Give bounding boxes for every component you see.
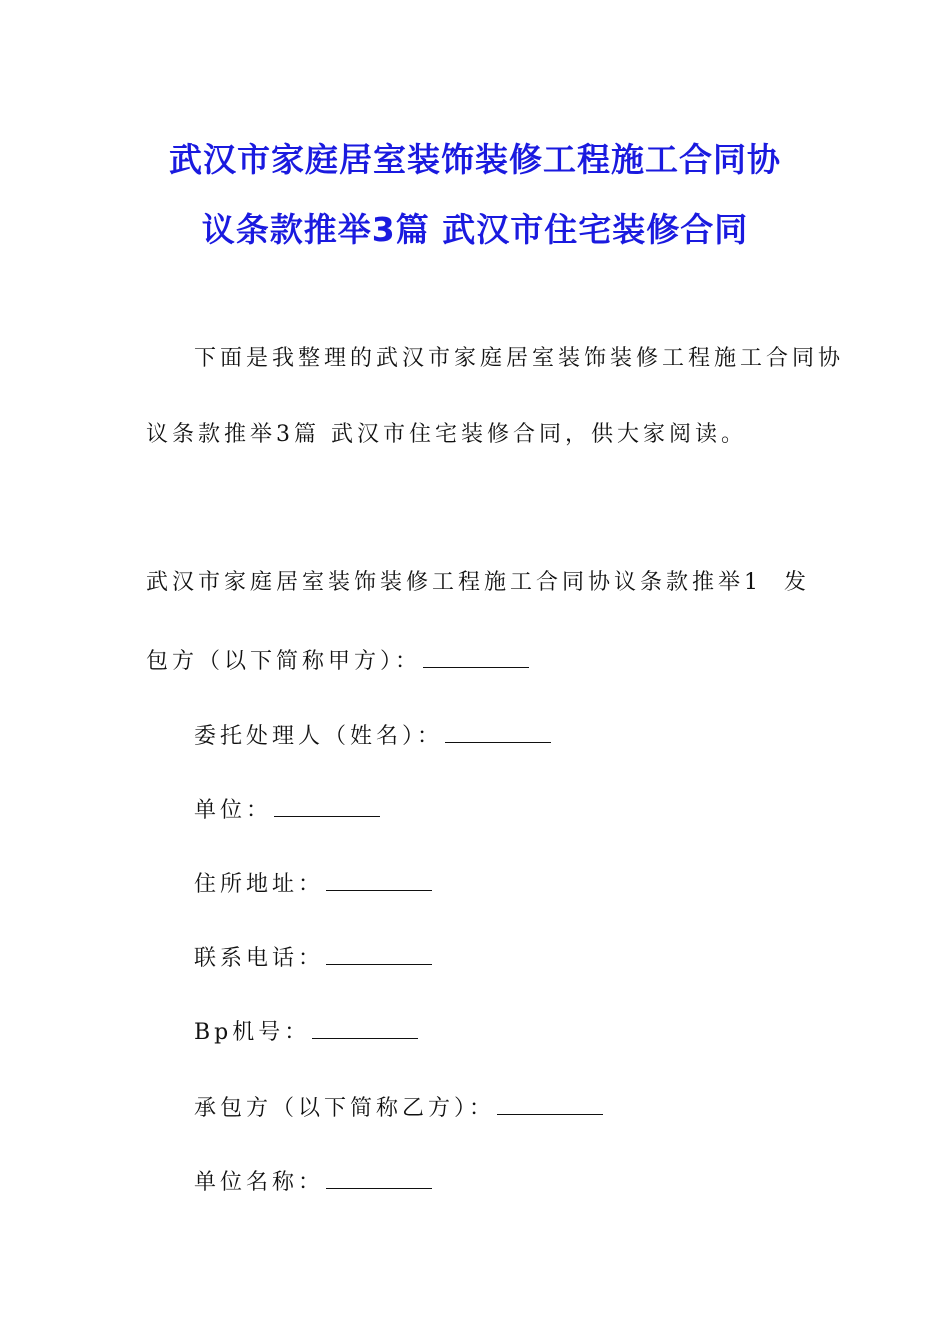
party-a-blank bbox=[423, 645, 529, 668]
field-phone bbox=[194, 942, 432, 974]
field-blank bbox=[312, 1016, 418, 1039]
field-label: 委托处理人（姓名）： bbox=[194, 724, 444, 749]
field-blank bbox=[445, 720, 551, 743]
section-heading: 武汉市家庭居室装饰装修工程施工合同协议条款推举1 bbox=[146, 570, 762, 595]
document-title-line-1: 武汉市家庭居室装饰装修工程施工合同协 bbox=[169, 140, 781, 179]
field-address bbox=[194, 868, 432, 900]
field-label: 联系电话： bbox=[194, 946, 325, 971]
field-pager bbox=[194, 1016, 418, 1048]
field-label: 住所地址： bbox=[194, 872, 325, 897]
field-blank bbox=[497, 1092, 603, 1115]
section-heading-tail: 发 bbox=[784, 570, 811, 595]
field-unit-name bbox=[194, 1166, 432, 1198]
intro-paragraph-line-1: 下面是我整理的武汉市家庭居室装饰装修工程施工合同协 bbox=[194, 346, 845, 371]
field-party-b bbox=[194, 1092, 603, 1124]
intro-paragraph-line-2: 议条款推举3篇 武汉市住宅装修合同，供大家阅读。 bbox=[146, 422, 747, 447]
field-label: Bp机号： bbox=[194, 1020, 311, 1045]
field-agent-name bbox=[194, 720, 551, 752]
field-blank bbox=[274, 794, 380, 817]
field-label: 单位： bbox=[194, 798, 273, 823]
field-label: 单位名称： bbox=[194, 1170, 325, 1195]
field-blank bbox=[326, 868, 432, 891]
field-blank bbox=[326, 942, 432, 965]
field-blank bbox=[326, 1166, 432, 1189]
party-a-line bbox=[146, 645, 529, 677]
field-label: 承包方（以下简称乙方）： bbox=[194, 1096, 496, 1121]
field-unit bbox=[194, 794, 380, 826]
party-a-label: 包方（以下简称甲方）： bbox=[146, 649, 422, 674]
document-title-line-2: 议条款推举3篇 武汉市住宅装修合同 bbox=[201, 210, 749, 249]
